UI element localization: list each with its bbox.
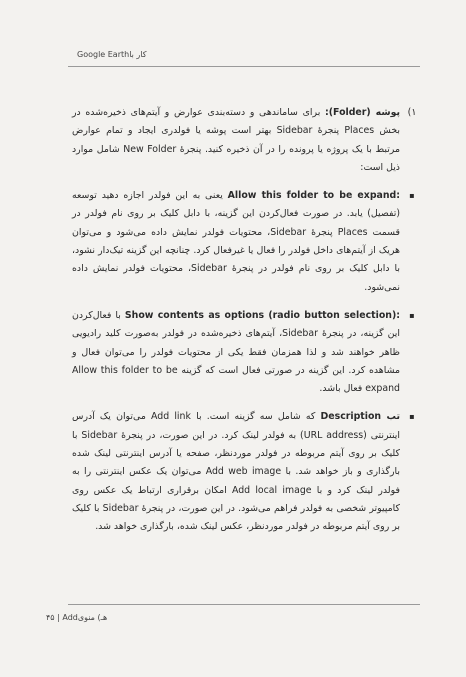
square-bullet-icon: ▪ <box>409 412 415 422</box>
square-bullet-icon: ▪ <box>409 310 415 320</box>
square-bullet-icon: ▪ <box>409 191 415 201</box>
bullet-item-expand <box>72 187 418 297</box>
header-divider <box>68 66 420 67</box>
running-header: Google Earthکار با <box>77 50 147 59</box>
page-footer: ۴۵ | Addهـ) منوی <box>46 613 108 622</box>
bullet-body: یعنی به این فولدر اجازه دهید توسعه (تفصیل) یابد. در صورت فعال‌کردن این گزینه، با دابل کلیک بر روی نام فولدر در قسمت Places پنجرهٔ Sidebar، محتویات فولدر نمایش داده می‌شود و می‌توان هریک از آیتم‌های داخل فولدر را فعال یا غیرفعال کرد. چنانچه این گزینه تیک‌دار نشود، با دابل کلیک بر روی نام فولدر در پنجرهٔ Sidebar، محتویات فولدر نمایش داده نمی‌شود. <box>72 190 400 293</box>
bullet-term: تب Description <box>320 411 400 423</box>
footer-divider <box>68 604 420 605</box>
bullet-term: Show contents as options (radio button selection): <box>124 309 401 321</box>
bullet-item-description <box>72 408 418 536</box>
numbered-item-folder <box>72 104 418 177</box>
item-term: پوشه (Folder): <box>325 107 400 118</box>
item-body: برای ساماندهی و دسته‌بندی عوارض و آیتم‌های ذخیره‌شده در بخش Places پنجرهٔ Sidebar بهتر است پوشه یا فولدری ایجاد و تمام عوارض مرتبط با یک پروژه یا پرونده را در آن ذخیره کنید. پنجرهٔ New Folder شامل موارد ذیل است: <box>72 107 401 173</box>
bullet-body: با فعال‌کردن این گزینه، در پنجرهٔ Sidebar، آیتم‌های ذخیره‌شده در فولدر به‌صورت کلید رادیویی ظاهر خواهند شد و لذا همزمان فقط یکی از محتویات فولدر را می‌توان فعال و مشاهده کرد. این گزینه در صورتی فعال است که گزینه Allow this folder to be expand فعال باشد. <box>72 309 400 395</box>
page-body <box>72 104 418 547</box>
item-number: ۱) <box>407 107 417 118</box>
bullet-term: Allow this folder to be expand: <box>227 190 401 202</box>
bullet-item-radio <box>72 307 418 398</box>
bullet-body: که شامل سه گزینه است. با Add link می‌توان یک آدرس اینترنتی (URL address) به فولدر لینک کرد. در این صورت، در پنجرهٔ Sidebar با کلیک بر روی آیتم مربوطه در فولدر موردنظر، صفحه یا آدرس اینترنتی لینک شده بارگذاری و باز خواهد شد. با Add web image می‌توان یک عکس اینترنتی را به فولدر لینک کرد و با Add local image امکان برقراری ارتباط یک عکس روی کامپیوتر شخصی به فولدر فراهم می‌شود. در این صورت، در پنجرهٔ Sidebar با کلیک بر روی آیتم مربوطه در فولدر موردنظر، عکس لینک شده، بارگذاری خواهد شد. <box>72 411 400 533</box>
